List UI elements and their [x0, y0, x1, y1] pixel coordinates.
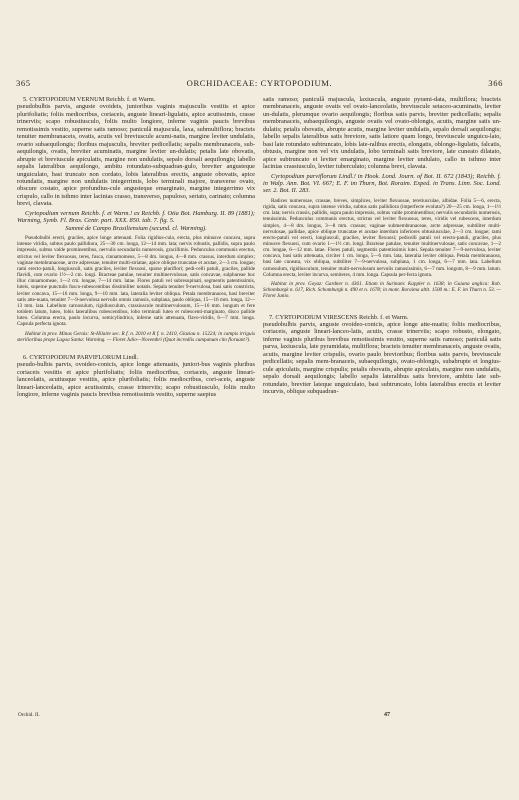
- right-column: [263, 96, 501, 396]
- page-number-right: 366: [488, 78, 503, 88]
- signature-footer: Orchid. II.: [18, 712, 40, 718]
- page-number-left: 365: [16, 78, 31, 88]
- species-5-title: 5. CYRTOPODIUM VERNUM Reichb. f. et Warm.: [23, 96, 156, 103]
- left-column: [17, 96, 255, 399]
- signature-number: 47: [384, 712, 390, 718]
- species-6-title: 6. CYRTOPODIUM PARVIFLORUM Lindl.: [23, 353, 139, 361]
- species-6-description: Radices numerosae, crassae, breves, simplices, leviter flexuosae, teretiusculae, albidae. Folia 5—6, erecta, rigida, satis concava, supra intense viridia, subtus satis pallidiora (imperfecte evoluta?) 20—25 cm. longa, 1—1½ cm. lata; nervis crassis, pallidis, supra paulo impressis, subtus valde prominentibus; nervulis secundariis numerosis, tenuissimis. Pedunculus communis erectus, strictus vel leviter flexuosus, teres, viridis vel rubescens, interdum simplex, 4—8 dm. longus, 3—8 mm. crassus; vaginae submembranaceae, arcte adpressae, subtiliter multi-nervulosae, pallidae, apice oblique truncatae et acutae interdum inferiores obtusiusculae, 2—3 cm. longae; rami erecto-patuli vel erecti, longiusculi, graciles, leviter flexuosi; pedicelli patuli vel erecto-patuli, graciles, plus minusve flexuosi, cum ovario 1—1½ cm. longi. Bracteae patulae, tenuiter multinervulosae, satis concavae, 1—2 cm. longae, 6—12 mm. latae. Flores patuli, segmentis patentissimis lutei. Sepala tenuiter 7—9-nervulosa, leviter concava, basi satis attenuata, circiter 1 cm. longa, 5—6 mm. lata, lateralia leviter obliqua. Petala membranacea, basi late cuneata, vix obliqua, subtiliter 7—9-nervulosa, subplana, 1 cm. longa, 6—7 mm. lata. Labellum carnosulum, rigidiusculum, tenuiter multi-nervulosum nervulis ramosissimis, 6—7 mm. longum, 8—9 mm. latum. Columna erecta, leviter incurva, semiteres, 4 mm. longa. Capsula per-fecta ignota.: [263, 197, 501, 278]
- species-6-diagnosis-continued: satis ramoso; paniculâ majuscula, laxiuscula, anguste pyrami-data, multiflora; bracteis membranaceis, anguste ovatis vel ovato-lanceolatis, breviuscule setaceo-acuminatis, leviter un-dulatis, plerumque ovario aequilongis; floribus satis parvis, breviter pedicellatis; sepalis membranaceis, subaequilongis, anguste ovatis vel ovato-oblongis, acutis, margine satis un-dulatis; petalis obovatis, abrupte acutis, margine leviter undulatis, sepalo dorsali aequilongis; labello sepalis lateralibus satis breviore, satis latiore quam longo, breviuscule unguicu-lato, basi late rotundato subtruncato, lobis late-ralibus erectis, elongatis, oblongo-ligulatis, falcatis, obtusis, margine non vel vix undulatis, lobo terminali satis breviore, late cuneato dilatato, apice subtruncato et leviter emarginato, margine leviter undulato, callo in isthmo inter lacinias crassiusculo, leviter tuberculato; columna brevi, clavata.: [263, 96, 501, 171]
- species-5-synonyms: Cyrtopodium vernum Reichb. f. et Warm.! ex Reichb. f. Otia Bot. Hamburg. II. 89 (1881); Warming, Symb. Fl. Bras. Centr. part. XXX. 850. tab. 7. fig. 5.: [17, 209, 255, 225]
- running-title: ORCHIDACEAE: CYRTOPODIUM.: [186, 78, 333, 88]
- species-5-habitat: Habitat in prov. Minas Gerais: St-Hilaire sec. R f. n. 2010 et R f. n. 2410, Glaziou n. 15224; in campis irriguis sterilioribus prope Lagoa Santa: Warming. — Floret Julio—Novembri (Quot incrediis campanum cito floruunt?).: [17, 330, 255, 343]
- species-6-diagnosis: pseudo-bulbis parvis, ovoideo-conicis, apice longe attenuatis, juniori-bus vaginis pluribus coriaceis vestitis et apice plurifoliatis; foliis mediocribus, coriaceis, anguste lineari-lanceolatis, acutiusque vestitis, apice plurifoliatis; foliis mediocribus, cori-aceis, anguste lineari-lanceolatis, apice acutissimis, crasse trinerviis; scapo robustiusculo, foliis multo longiore, inferne vaginis paucis brevibus remotissimis vestito, superne saepius: [17, 361, 255, 399]
- species-5-description: Pseudobulbi erecti, graciles, apice longe attenuati. Folia rigidius-cula, erecta, plus minusve concava, supra intense viridia, subtus paulo pallidiora, 25—30 cm. longa, 12—14 mm. lata; nervis robustis, pallidis, supra paulo impressis, subtus valde prominentibus, nervulis secundariis numerosis, gracillimis. Pedunculus communis erectus, strictus vel leviter flexuosus, teres, fusca, cinnamomeus, 5—8 dm. longus, 4—8 mm. crassus, interdum simplex; vaginae membranaceae, arcte adpressae, tenuiter multi-striatae, apice oblique truncatae et acutae, 2—3 cm. longae; rami erecto-patuli, longiusculi, satis graciles, leviter flexuosi, sparse pluriflori; pedi-celli patuli, graciles, pallide flavidi, cum ovario 1½—2 cm. longi. Bracteae patulae, tenuiter multinervulosae, satis concavae, sulphureae huc illuc cinnamomeae, 1—2 cm. longae, 7—14 mm. latae. Flores patuli vel subresupinati, segmentis patentissimis, luteis, superne punctulis fusco-rubescentibus dissimiliter notatis. Sepala tenuiter 9-nervulosa, basi satis constricta, leviter concava, 15—16 mm. longa, 9—10 mm. lata, lateralia leviter obliqua. Petala membranacea, basi breviter satis atte-nuata, tenuiter 7—9-nervulosa nervulis omnis ramosis, subplana, paulo obliqua, 15—16 mm. longa, 12—13 mm. lata. Labellum carnosulum, rigidiusculum, crassiuscule multinervulosum, 15—16 mm. longum et fere totidem latum, luteo, lobis lateralibus rubescentibus, lobo terminali luteo et rubescenti-marginato, disco pallide luteo. Columna erecta, paulo incurva, semicylindrica, inferne satis attenuata, flavo-viridis, 6—7 mm. longa. Capsula perfecta ignota.: [17, 235, 255, 328]
- running-header: [14, 78, 505, 92]
- species-7-title: 7. CYRTOPODIUM VIRESCENS Reichb. f. et Warm.: [269, 313, 409, 321]
- species-6-synonyms: Cyrtopodium parviflorum Lindl.! in Hook. Lond. Journ. of Bot. II. 672 (1843); Reichb. f. in Walp. Ann. Bot. VI. 667; E. F. im Thurn, Bot. Roraim. Exped. in Trans. Linn. Soc. Lond. ser. 2. Bot. II. 283.: [263, 172, 501, 195]
- species-5-diagnosis: pseudobulbis parvis, anguste ovoideis, junioribus vaginis majusculis vestitis et apice plurifoliatis; foliis mediocribus, coriaceis, anguste lineari-ligulatis, apice acutissimis, crasse trinerviis; scapo robustiusculo, foliis multo longiore, inferne vaginis paucis brevibus remotissimis vestito, superne satis ramoso; paniculâ majuscula, laxa, submultiflora; bracteis tenuiter membranaceis, ovatis, acutis vel breviuscule acumi-natis, margine leviter undulatis, ovario subaequilongis; floribus majusculis, breviter pedicellatis; sepalis membranaceis, sub-aequilongis, ovatis, breviter acuminatis, margine leviter un-dulatis; petalis late obovatis, abrupte et breviuscule apiculatis, margine non undulatis, sepalo dorsali aequilongis; labello sepalis lateralibus aequilongo, ambitu rotundato-subquadran-gulo, breviter angusteque unguiculato, basi truncato non cordato, lobis lateralibus erectis, anguste obovatis, apice rotundatis, margine non undulatis integerrimis, lobo terminali majore, transverse ovato, obscure costato, apice profundius-cule angusteque emarginato, margine integerrimo vix crispulo, callo in isthmo inter lacinias crasso, transverso, papuloso, seriato, carinato; columna brevi, clavata.: [17, 103, 255, 208]
- species-6-habitat: Habitat in prov. Goyaz: Gardner n. 4361. Etiam in Surinam: Kappler n. 1638; in Guiana anglica: Rob. Schomburgk n. 617, Rich. Schomburgk n. 490 et n. 1678; in mont. Roraima altit. 1500 m.: E. F. im Thurn n. 53. — Floret Junio.: [263, 280, 501, 300]
- species-7-diagnosis: pseudobulbis parvis, anguste ovoideo-conicis, apice longe atte-nuatis; foliis mediocribus, coriaceis, anguste lineari-lanceo-latis, acutis, crasse trinerviis; scapo robusto, elongato, inferne vaginis pluribus brevibus remotissimis vestito, superne satis ramoso; paniculâ satis parva, laxiuscula, late pyramidata, multiflora; bracteis tenuiter membranaceis, anguste ovatis, acutis, margine leviter crispulis, ovario paulo brevioribus; floribus satis parvis, breviuscule pedicellatis; sepalis mem-branaceis, subaequilongis, ovato-oblongis, subabrupte et longius-cule apiculatis, margine crispulis; petalis obovatis, abrupte apiculatis, margine non undulatis, sepalo dorsali aequilongis; labello sepalis lateralibus satis breviore, ambitu late sub-rotundato, breviter lateque unguiculato, basi subtruncato, lobis lateralibus erectis et leviter incurvis, oblique subquadran-: [263, 320, 501, 396]
- species-5-plate: Summé de Campo Brasiliensium (secund. cl. Warming).: [65, 224, 207, 232]
